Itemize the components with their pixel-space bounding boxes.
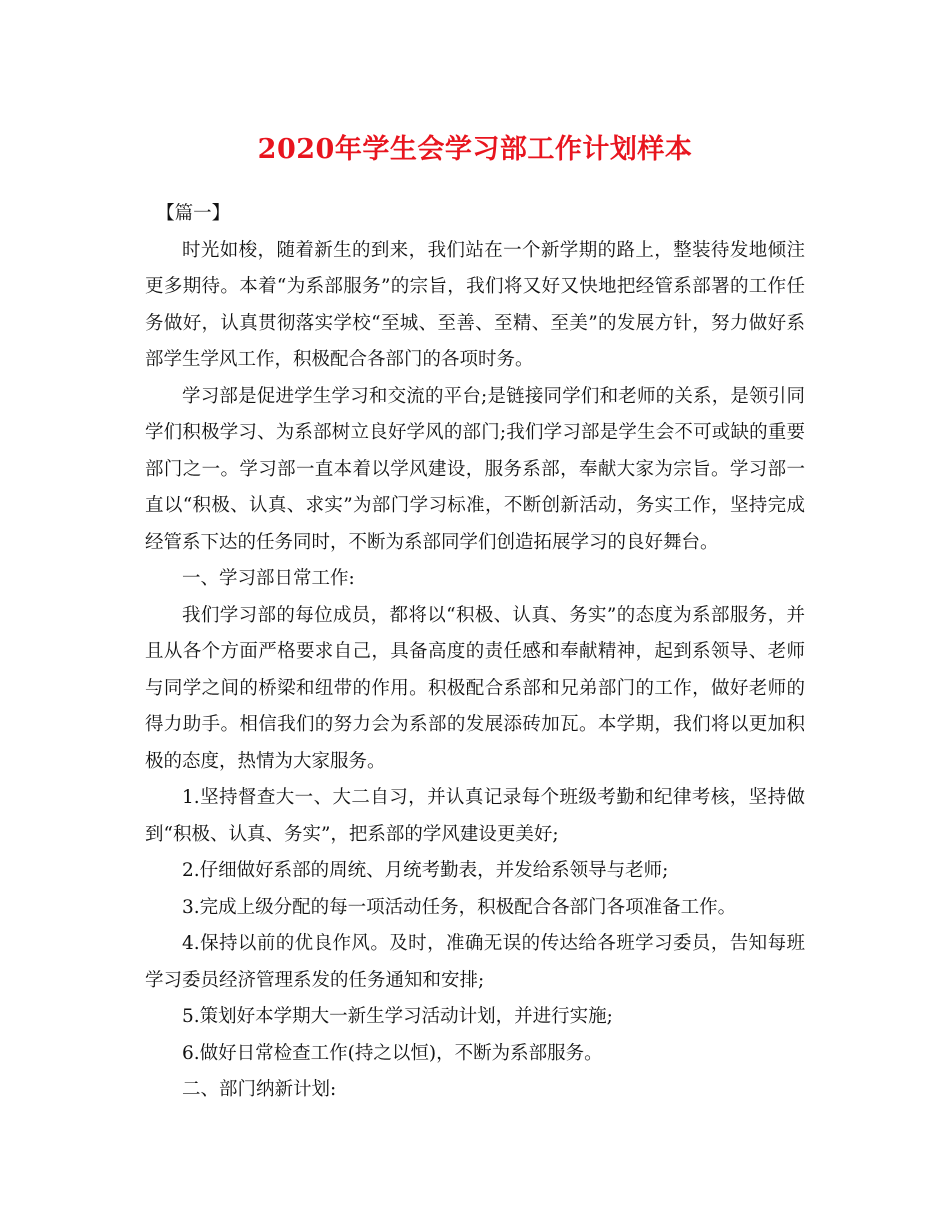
list-item-6: 6.做好日常检查工作(持之以恒)，不断为系部服务。 xyxy=(182,1042,603,1064)
heading-recruitment: 二、部门纳新计划: xyxy=(182,1079,337,1100)
section-label: 【篇一】 xyxy=(156,203,231,224)
list-item-3: 3.完成上级分配的每一项活动任务，积极配合各部门各项准备工作。 xyxy=(182,896,737,918)
document-title: 2020年学生会学习部工作计划样本 xyxy=(257,134,693,165)
list-item-4: 4.保持以前的优良作风。及时，准确无误的传达给各班学习委员，告知每班学习委员经济管理系发的任务通知和安排; xyxy=(145,933,805,991)
heading-daily-work: 一、学习部日常工作: xyxy=(182,568,355,589)
paragraph-members: 我们学习部的每位成员，都将以“积极、认真、务实”的态度为系部服务，并且从各个方面严格要求自己，具备高度的责任感和奉献精神，起到系领导、老师与同学之间的桥梁和纽带的作用。积极配合系部和兄弟部门的工作，做好老师的得力助手。相信我们的努力会为系部的发展添砖加瓦。本学期，我们将以更加积极的态度，热情为大家服务。 xyxy=(145,604,805,772)
list-item-2: 2.仔细做好系部的周统、月统考勤表，并发给系领导与老师; xyxy=(182,860,669,881)
paragraph-department-role: 学习部是促进学生学习和交流的平台;是链接同学们和老师的关系，是领引同学们积极学习、为系部树立良好学风的部门;我们学习部是学生会不可或缺的重要部门之一。学习部一直本着以学风建设，服务系部，奉献大家为宗旨。学习部一直以“积极、认真、求实”为部门学习标准，不断创新活动，务实工作，坚持完成经管系下达的任务同时，不断为系部同学们创造拓展学习的良好舞台。 xyxy=(145,385,805,553)
list-item-5: 5.策划好本学期大一新生学习活动计划，并进行实施; xyxy=(182,1006,613,1027)
document-body xyxy=(145,196,805,1109)
paragraph-intro: 时光如梭，随着新生的到来，我们站在一个新学期的路上，整装待发地倾注更多期待。本着“为系部服务”的宗旨，我们将又好又快地把经管系部署的工作任务做好，认真贯彻落实学校“至城、至善、至精、至美”的发展方针，努力做好系部学生学风工作，积极配合各部门的各项时务。 xyxy=(145,239,805,370)
list-item-1: 1.坚持督查大一、大二自习，并认真记录每个班级考勤和纪律考核，坚持做到“积极、认真、务实”，把系部的学风建设更美好; xyxy=(145,787,805,845)
